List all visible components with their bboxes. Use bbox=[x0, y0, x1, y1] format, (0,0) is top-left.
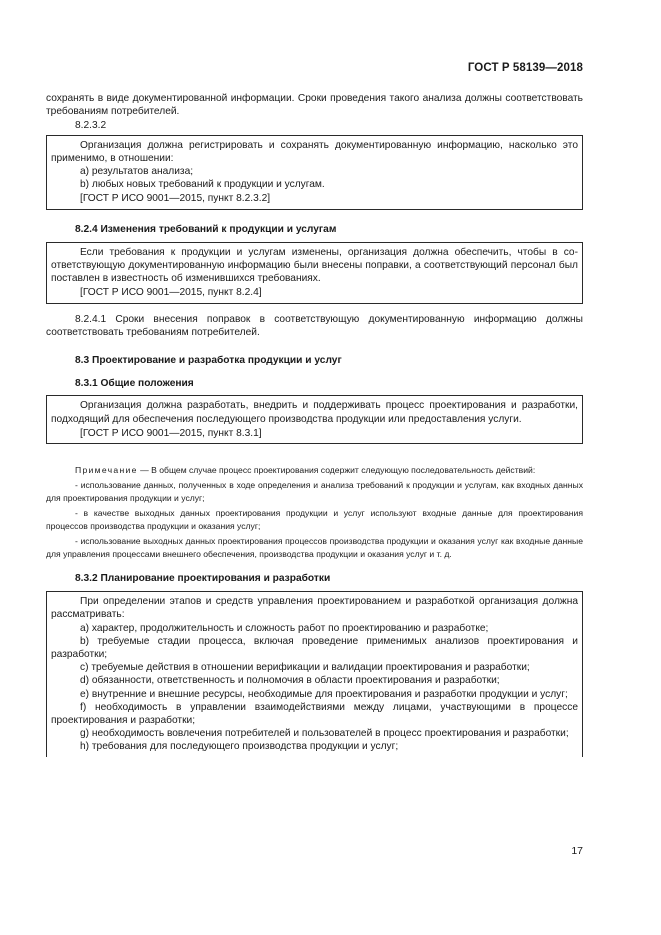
note-label: Примечание bbox=[75, 465, 138, 476]
list-item: c) требуемые действия в отношении верификации и валидации проектирования и разработки; bbox=[80, 662, 530, 674]
section-heading-8-3-1: 8.3.1 Общие положения bbox=[75, 378, 194, 390]
note-item: - использование выходных данных проектирования процессов производства продукции и оказания услуг как входные данные для управления процессами внешнего обеспечения, производства продукции и оказания услуг и т. д. bbox=[46, 536, 583, 559]
list-item: a) характер, продолжительность и сложность работ по проектированию и разработке; bbox=[80, 622, 489, 634]
page-content bbox=[46, 92, 583, 757]
list-item: b) требуемые стадии процесса, включая проведение применимых анализов проектирования и разработки; bbox=[51, 635, 578, 660]
list-item: d) обязанности, ответственность и полномочия в области проектирования и разработки; bbox=[80, 675, 500, 687]
list-item: f) необходимость в управлении взаимодействиями между лицами, участвующими в процессе проектирования и разработки; bbox=[51, 701, 578, 726]
list-item: e) внутренние и внешние ресурсы, необходимые для проектирования и разработки продукции и услуг; bbox=[80, 688, 568, 700]
clause-number: 8.2.3.2 bbox=[75, 120, 107, 132]
list-item: a) результатов анализа; bbox=[80, 166, 194, 178]
continuation-paragraph: сохранять в виде документированной информации. Сроки проведения такого анализа должны соответствовать требованиям потребителей. bbox=[46, 93, 583, 118]
quote-text: Организация должна регистрировать и сохранять документированную информацию, насколько это применимо, в отношении: bbox=[51, 139, 578, 164]
section-heading-8-2-4: 8.2.4 Изменения требований к продукции и услугам bbox=[75, 223, 337, 235]
page-number: 17 bbox=[571, 845, 583, 857]
section-heading-8-3: 8.3 Проектирование и разработка продукции и услуг bbox=[75, 355, 342, 367]
note-item: - использование данных, полученных в ходе определения и анализа требований к продукции и услугам, как входных данных для проектирования продукции и услуг; bbox=[46, 480, 583, 503]
list-item: g) необходимость вовлечения потребителей и пользователей в процесс проектирования и разработки; bbox=[80, 728, 569, 740]
list-item: h) требования для последующего производства продукции и услуг; bbox=[80, 741, 399, 753]
note-item: - в качестве выходных данных проектирования продукции и услуг используют входные данные для проектирования процессов производства продукции и оказания услуг; bbox=[46, 508, 583, 531]
quote-reference: [ГОСТ Р ИСО 9001—2015, пункт 8.3.1] bbox=[80, 427, 262, 439]
quote-box-8-2-3-2 bbox=[46, 135, 583, 210]
quote-text: Если требования к продукции и услугам изменены, организация должна обеспечить, чтобы в соответствующую документированную информацию были внесены поправки, а соответствующий персонал был поставлен в известность об изменившихся требованиях. bbox=[51, 246, 578, 285]
quote-text: При определении этапов и средств управления проектированием и разработкой организация должна рассматривать: bbox=[51, 596, 578, 621]
note-intro bbox=[46, 464, 583, 476]
document-id: ГОСТ Р 58139—2018 bbox=[467, 62, 583, 74]
quote-reference: [ГОСТ Р ИСО 9001—2015, пункт 8.2.4] bbox=[80, 287, 262, 299]
note-block bbox=[46, 464, 583, 560]
quote-box-8-3-1 bbox=[46, 395, 583, 444]
section-heading-8-3-2: 8.3.2 Планирование проектирования и разработки bbox=[75, 572, 331, 584]
paragraph-8-2-4-1: 8.2.4.1 Сроки внесения поправок в соответствующую документированную информацию должны соответствовать требованиям потребителей. bbox=[46, 313, 583, 338]
quote-box-8-2-4 bbox=[46, 242, 583, 304]
note-text: — В общем случае процесс проектирования содержит следующую последовательность действий: bbox=[137, 465, 536, 476]
quote-text: Организация должна разработать, внедрить и поддерживать процесс проектирования и разработки, подходящий для обеспечения последующего производства продукции или предоставления услуги. bbox=[51, 400, 578, 425]
list-item: b) любых новых требований к продукции и услугам. bbox=[80, 179, 325, 191]
quote-reference: [ГОСТ Р ИСО 9001—2015, пункт 8.2.3.2] bbox=[80, 193, 271, 205]
quote-box-8-3-2 bbox=[46, 591, 583, 756]
